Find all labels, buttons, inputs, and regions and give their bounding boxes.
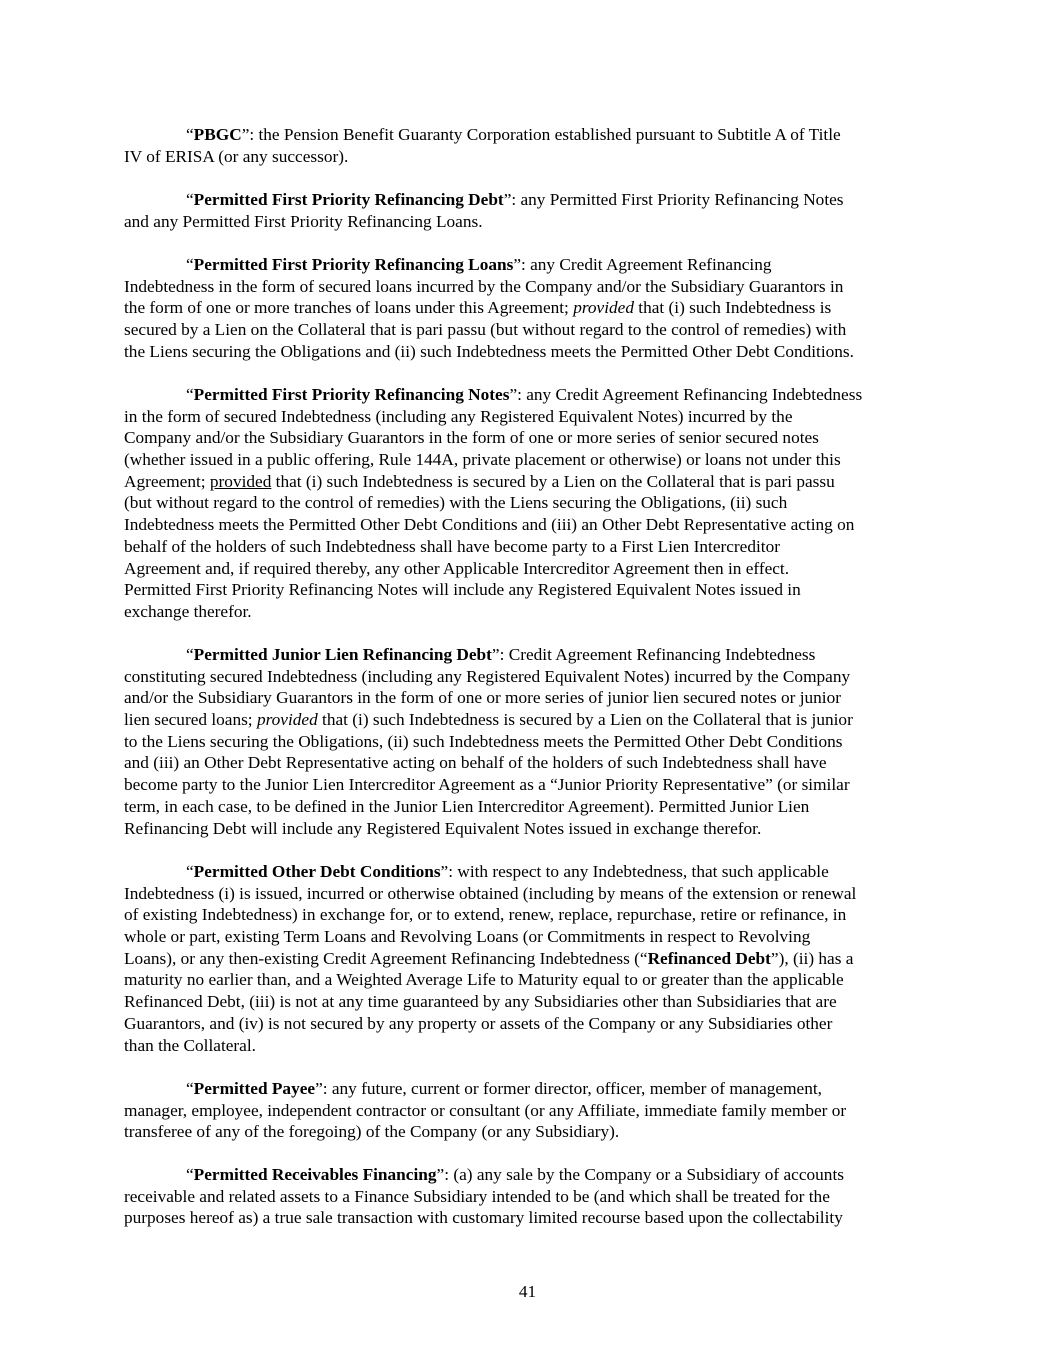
definition-first-line: “Permitted First Priority Refinancing Debt”: any Permitted First Priority Refinancing Notes xyxy=(186,190,844,209)
text-line: behalf of the holders of such Indebtedness shall have become party to a First Lien Intercreditor xyxy=(124,536,780,556)
text-line: exchange therefor. xyxy=(124,601,252,621)
definition-first-line: “Permitted Payee”: any future, current or former director, officer, member of management, xyxy=(186,1079,822,1098)
text-line: (whether issued in a public offering, Rule 144A, private placement or otherwise) or loans not under this xyxy=(124,450,841,470)
page-number: 41 xyxy=(518,1282,537,1301)
text-line: Indebtedness in the form of secured loans incurred by the Company and/or the Subsidiary Guarantors in xyxy=(124,276,844,296)
emphasis-provided: provided xyxy=(256,710,318,730)
emphasis-provided: provided xyxy=(209,471,272,491)
definition-first-line: “Permitted Receivables Financing”: (a) any sale by the Company or a Subsidiary of accounts xyxy=(186,1165,844,1184)
definition-permitted-receivables-financing xyxy=(124,1164,944,1229)
definition-permitted-payee xyxy=(124,1078,944,1143)
definition-first-line: “Permitted First Priority Refinancing Notes”: any Credit Agreement Refinancing Indebtedness xyxy=(186,385,863,404)
definition-permitted-other-debt-conditions xyxy=(124,861,944,1056)
text-line: of existing Indebtedness) in exchange for, or to extend, renew, replace, repurchase, retire or refinance, in xyxy=(124,905,847,925)
text-line: and/or the Subsidiary Guarantors in the form of one or more series of junior lien secured notes or junior xyxy=(124,688,841,708)
text-line: Indebtedness meets the Permitted Other Debt Conditions and (iii) an Other Debt Representative acting on xyxy=(124,515,855,535)
defined-term: Permitted First Priority Refinancing Notes xyxy=(193,385,510,404)
definition-permitted-junior-lien-refinancing-debt xyxy=(124,644,944,839)
definition-permitted-first-priority-refinancing-loans xyxy=(124,254,944,362)
defined-term: Permitted Junior Lien Refinancing Debt xyxy=(193,645,492,664)
text-line: purposes hereof as) a true sale transaction with customary limited recourse based upon the collectability xyxy=(124,1208,843,1228)
text-line: constituting secured Indebtedness (including any Registered Equivalent Notes) incurred by the Company xyxy=(124,666,851,686)
defined-term: PBGC xyxy=(193,125,242,144)
text-line: Indebtedness (i) is issued, incurred or otherwise obtained (including by means of the extension or renewal xyxy=(124,883,857,903)
text-line: Refinancing Debt will include any Registered Equivalent Notes issued in exchange therefor. xyxy=(124,818,762,838)
text-line: Company and/or the Subsidiary Guarantors in the form of one or more series of senior secured notes xyxy=(124,428,819,448)
defined-term-refinanced-debt: Refinanced Debt xyxy=(647,948,771,968)
text-line: Agreement; provided that (i) such Indebtedness is secured by a Lien on the Collateral that is pari passu xyxy=(124,471,835,491)
text-line: to the Liens securing the Obligations, (ii) such Indebtedness meets the Permitted Other Debt Conditions xyxy=(124,731,843,751)
definition-first-line: “PBGC”: the Pension Benefit Guaranty Corporation established pursuant to Subtitle A of Title xyxy=(186,125,841,144)
text-line: Agreement and, if required thereby, any other Applicable Intercreditor Agreement then in effect. xyxy=(124,558,790,578)
defined-term: Permitted First Priority Refinancing Loans xyxy=(193,255,514,274)
text-line: transferee of any of the foregoing) of the Company (or any Subsidiary). xyxy=(124,1122,620,1142)
definition-first-line: “Permitted Other Debt Conditions”: with respect to any Indebtedness, that such applicable xyxy=(186,862,829,881)
text-line: receivable and related assets to a Finance Subsidiary intended to be (and which shall be treated for the xyxy=(124,1186,830,1206)
text-line: secured by a Lien on the Collateral that is pari passu (but without regard to the control of remedies) with xyxy=(124,320,847,340)
text-line: and any Permitted First Priority Refinancing Loans. xyxy=(124,211,483,231)
text-line: become party to the Junior Lien Intercreditor Agreement as a “Junior Priority Representative” (or similar xyxy=(124,775,850,795)
text-line: maturity no earlier than, and a Weighted Average Life to Maturity equal to or greater than the applicable xyxy=(124,970,844,990)
text-line: manager, employee, independent contractor or consultant (or any Affiliate, immediate family member or xyxy=(124,1100,847,1120)
definition-first-line: “Permitted First Priority Refinancing Loans”: any Credit Agreement Refinancing xyxy=(186,255,772,274)
text-line: Loans), or any then-existing Credit Agreement Refinancing Indebtedness (“Refinanced Debt”), (ii) has a xyxy=(124,948,854,968)
text-line: Refinanced Debt, (iii) is not at any time guaranteed by any Subsidiaries other than Subsidiaries that are xyxy=(124,992,837,1012)
text-line: in the form of secured Indebtedness (including any Registered Equivalent Notes) incurred by the xyxy=(124,406,793,426)
emphasis-provided: provided xyxy=(573,298,634,318)
defined-term: Permitted Payee xyxy=(193,1079,316,1098)
defined-term: Permitted Other Debt Conditions xyxy=(193,862,441,881)
text-line: Guarantors, and (iv) is not secured by any property or assets of the Company or any Subsidiaries other xyxy=(124,1013,833,1033)
text-line: (but without regard to the control of remedies) with the Liens securing the Obligations, (ii) such xyxy=(124,493,788,513)
defined-term: Permitted Receivables Financing xyxy=(193,1165,437,1184)
definition-first-line: “Permitted Junior Lien Refinancing Debt”: Credit Agreement Refinancing Indebtedness xyxy=(186,645,816,664)
definition-permitted-first-priority-refinancing-debt xyxy=(124,189,944,232)
text-line: than the Collateral. xyxy=(124,1035,256,1055)
text-line: the form of one or more tranches of loans under this Agreement; provided that (i) such Indebtedness is xyxy=(124,298,832,318)
text-line: lien secured loans; provided that (i) such Indebtedness is secured by a Lien on the Collateral that is junior xyxy=(124,710,853,730)
text-line: and (iii) an Other Debt Representative acting on behalf of the holders of such Indebtedness shall have xyxy=(124,753,827,773)
text-line: IV of ERISA (or any successor). xyxy=(124,146,349,166)
text-line: whole or part, existing Term Loans and Revolving Loans (or Commitments in respect to Revolving xyxy=(124,927,811,947)
defined-term: Permitted First Priority Refinancing Debt xyxy=(193,190,504,209)
definition-permitted-first-priority-refinancing-notes xyxy=(124,384,944,623)
text-line: Permitted First Priority Refinancing Notes will include any Registered Equivalent Notes issued in xyxy=(124,580,801,600)
text-line: the Liens securing the Obligations and (ii) such Indebtedness meets the Permitted Other Debt Conditions. xyxy=(124,341,854,361)
definition-pbgc xyxy=(124,124,944,167)
text-line: term, in each case, to be defined in the Junior Lien Intercreditor Agreement). Permitted Junior Lien xyxy=(124,796,810,816)
